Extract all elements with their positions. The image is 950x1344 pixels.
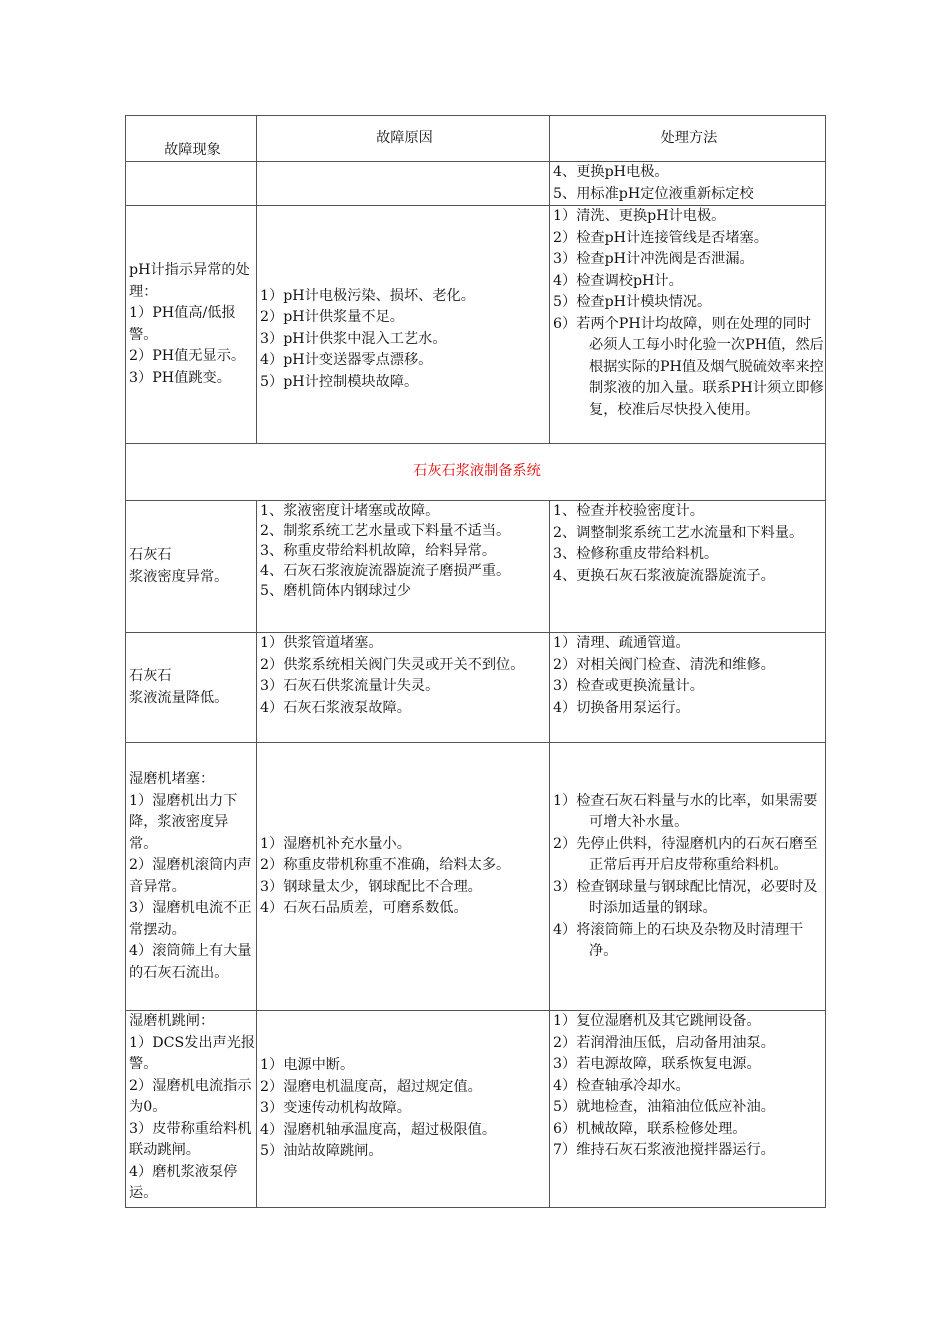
cause-cell [257,501,550,633]
method-line: 6）若两个PH计均故障，则在处理的同时必须人工每小时化验一次PH值，然后根据实际的PH值及烟气脱硫效率来控制浆液的加入量。联系PH计须立即修复，校准后尽快投入使用。 [553,315,824,418]
header-symptom-label: 故障现象 [164,141,221,158]
table-row [126,501,826,633]
cause-line: 2）称重皮带机称重不准确，给料太多。 [260,857,511,873]
method-cell [550,162,826,206]
cause-line: 3）变速传动机构故障。 [260,1100,411,1117]
cause-line: 4、石灰石浆液旋流器旋流子磨损严重。 [260,563,511,579]
method-line: 1）清洗、更换pH计电极。 [553,208,726,224]
cause-line: 1）pH计电极污染、损坏、老化。 [260,287,475,304]
cause-line: 4）pH计变送器零点漂移。 [260,352,433,369]
method-cell [550,501,826,633]
header-method-label: 处理方法 [660,129,718,146]
symptom-cell [126,743,257,1011]
cause-line: 3）钢球量太少，钢球配比不合理。 [260,878,482,895]
method-cell [550,743,826,1011]
method-line: 4）切换备用泵运行。 [553,699,690,716]
cause-line: 4）湿磨机轴承温度高，超过极限值。 [260,1121,497,1138]
symptom-line: 浆液密度异常。 [129,568,229,585]
cause-line: 4）石灰石浆液泵故障。 [260,699,411,716]
method-line: 4、更换pH电极。 [553,164,669,181]
symptom-line: 1）DCS发出声光报警。 [129,1034,256,1072]
symptom-line: 湿磨机堵塞： [129,771,215,787]
method-line: 2、调整制浆系统工艺水流量和下料量。 [553,524,804,541]
symptom-cell [126,162,257,206]
cause-line: 2）供浆系统相关阀门失灵或开关不到位。 [260,656,525,673]
table-row [126,206,826,444]
method-line: 2）对相关阀门检查、清洗和维修。 [553,656,775,673]
cause-line: 3）石灰石供浆流量计失灵。 [260,678,440,694]
cause-cell [257,1011,550,1208]
method-line: 7）维持石灰石浆液池搅拌器运行。 [553,1142,775,1158]
method-line: 1）复位湿磨机及其它跳闸设备。 [553,1013,761,1029]
cause-line: 1）湿磨机补充水量小。 [260,835,411,852]
symptom-cell [126,206,257,444]
header-cause-label: 故障原因 [376,129,433,146]
cause-line: 1、浆液密度计堵塞或故障。 [260,503,440,519]
method-line: 5）就地检查，油箱油位低应补油。 [553,1099,775,1115]
symptom-cell [126,633,257,743]
symptom-line: 4）滚筒筛上有大量的石灰石流出。 [129,943,252,981]
method-line: 2）检查pH计连接管线是否堵塞。 [553,229,768,246]
symptom-line: 1）湿磨机出力下降，浆液密度异常。 [129,792,238,852]
method-line: 6）机械故障，联系检修处理。 [553,1120,747,1137]
symptom-line: 3）皮带称重给料机联动跳闸。 [129,1120,252,1158]
method-cell [550,633,826,743]
method-line: 3）检查或更换流量计。 [553,678,704,694]
method-line: 3、检修称重皮带给料机。 [553,546,719,562]
method-line: 2）先停止供料，待湿磨机内的石灰石磨至正常后再开启皮带称重给料机。 [553,835,818,873]
method-line: 3）检查pH计冲洗阀是否泄漏。 [553,251,754,267]
cause-cell [257,633,550,743]
header-method [550,116,826,162]
cause-line: 3、称重皮带给料机故障，给料异常。 [260,543,497,559]
symptom-line: 4）磨机浆液泵停运。 [129,1163,238,1201]
fault-table [125,115,826,1208]
symptom-line: 2）PH值无显示。 [129,348,246,364]
symptom-line: pH计指示异常的处理： [129,262,250,300]
section-row [126,444,826,501]
header-cause [257,116,550,162]
cause-line: 2、制浆系统工艺水量或下料量不适当。 [260,523,511,539]
cause-cell [257,743,550,1011]
table-row [126,162,826,206]
symptom-line: 3）PH值跳变。 [129,369,231,386]
method-line: 3）检查钢球量与钢球配比情况，必要时及时添加适量的钢球。 [553,878,818,916]
symptom-line: 石灰石 [129,547,172,563]
table-row [126,743,826,1011]
symptom-cell [126,1011,257,1208]
method-line: 4）检查轴承冷却水。 [553,1077,690,1094]
symptom-cell [126,501,257,633]
method-line: 5、用标准pH定位液重新标定校 [553,185,754,202]
cause-line: 2）湿磨电机温度高，超过规定值。 [260,1078,482,1095]
cause-cell [257,206,550,444]
symptom-line: 2）湿磨机滚筒内声音异常。 [129,857,252,895]
method-line: 1、检查并校验密度计。 [553,503,704,519]
cause-line: 5）油站故障跳闸。 [260,1143,383,1160]
method-line: 3）若电源故障，联系恢复电源。 [553,1056,761,1072]
method-line: 4）将滚筒筛上的石块及杂物及时清理干净。 [553,921,804,959]
symptom-line: 湿磨机跳闸： [129,1013,215,1029]
symptom-line: 浆液流量降低。 [129,689,229,706]
method-cell [550,206,826,444]
table-row [126,1011,826,1208]
symptom-line: 1）PH值高/低报警。 [129,305,236,343]
symptom-line: 石灰石 [129,668,172,684]
method-line: 4、更换石灰石浆液旋流器旋流子。 [553,567,775,584]
symptom-line: 2）湿磨机电流指示为0。 [129,1077,252,1115]
table-row [126,633,826,743]
cause-line: 2）pH计供浆量不足。 [260,309,404,326]
method-cell [550,1011,826,1208]
cause-line: 5、磨机筒体内钢球过少 [260,583,411,599]
cause-line: 1）电源中断。 [260,1057,355,1074]
symptom-line: 3）湿磨机电流不正常摆动。 [129,900,252,938]
header-symptom [126,116,257,162]
method-line: 4）检查调校pH计。 [553,272,683,289]
method-line: 5）检查pH计模块情况。 [553,294,712,310]
cause-line: 1）供浆管道堵塞。 [260,635,383,651]
cause-line: 3）pH计供浆中混入工艺水。 [260,330,447,347]
method-line: 1）检查石灰石料量与水的比率，如果需要可增大补水量。 [553,792,818,830]
header-row [126,116,826,162]
cause-line: 5）pH计控制模块故障。 [260,373,419,390]
section-title: 石灰石浆液制备系统 [126,444,826,501]
cause-cell [257,162,550,206]
cause-line: 4）石灰石品质差，可磨系数低。 [260,900,468,916]
method-line: 1）清理、疏通管道。 [553,635,690,651]
method-line: 2）若润滑油压低，启动备用油泵。 [553,1034,775,1051]
